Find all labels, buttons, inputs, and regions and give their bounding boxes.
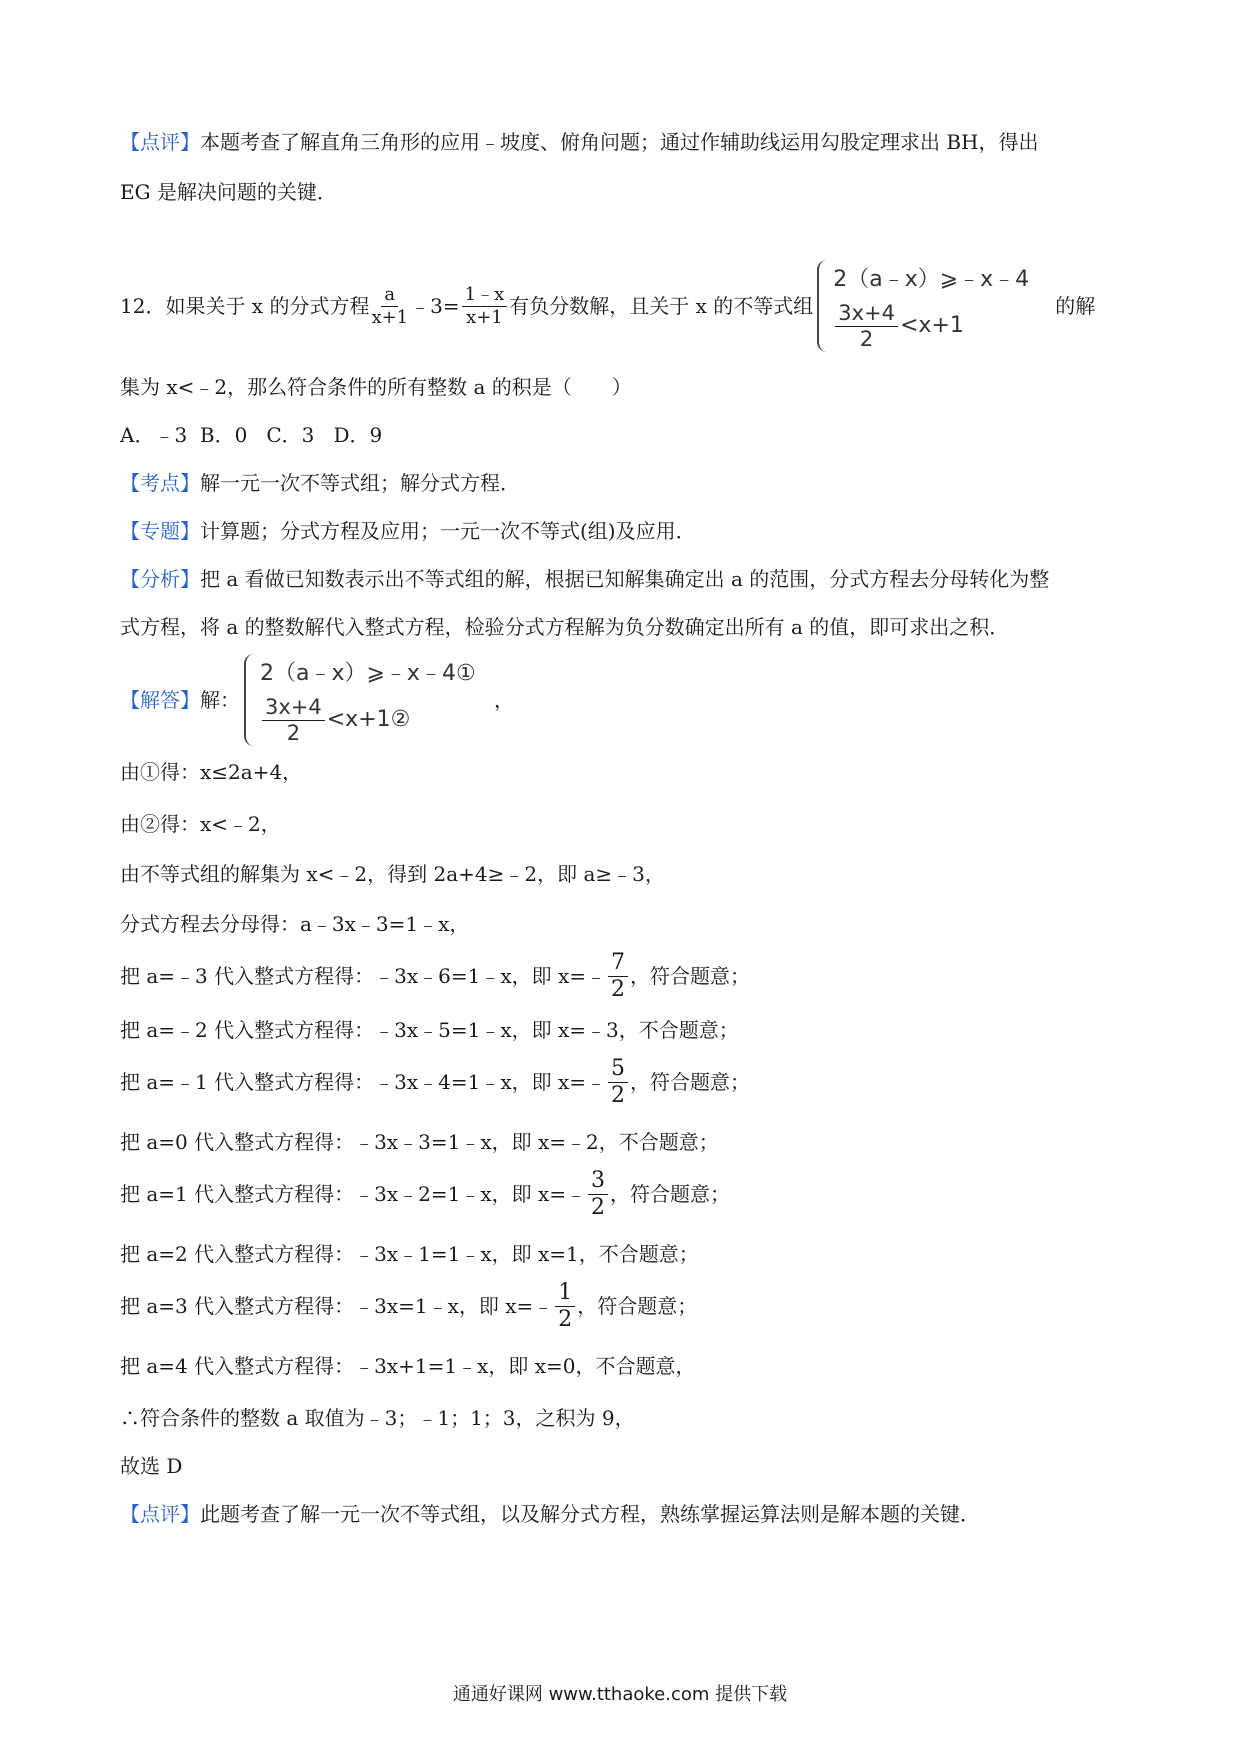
fenxi-line2: 式方程，将 a 的整数解代入整式方程，检验分式方程解为负分数确定出所有 a 的值，即可求出之积． [120,615,1010,639]
question-options: A．﹣3 B．0 C．3 D．9 [120,423,383,447]
step-14: 故选 D [120,1454,183,1478]
sys-frac-denominator: 2 [859,326,874,351]
step-11-fraction [555,1279,575,1332]
sys-row-1: 2（a﹣x）⩾﹣x﹣4 [833,267,1030,292]
top-review-line2 [120,178,337,206]
top-review-line1 [120,128,1039,156]
step-12: 把 a=4 代入整式方程得：﹣3x+1=1﹣x，即 x=0，不合题意， [120,1354,696,1378]
jieda-row2-rest: <x+1② [326,707,411,732]
step-6: 把 a=﹣2 代入整式方程得：﹣3x﹣5=1﹣x，即 x=﹣3，不合题意； [120,1018,739,1042]
jieda-frac-denominator: 2 [286,720,301,745]
question-line2: 集为 x<﹣2，那么符合条件的所有整数 a 的积是（ ） [120,375,632,399]
step-8: 把 a=0 代入整式方程得：﹣3x﹣3=1﹣x，即 x=﹣2，不合题意； [120,1130,719,1154]
step-9-fraction [588,1167,608,1220]
question-tail: 的解 [1055,294,1096,318]
step-5-fraction [608,949,628,1002]
sys-frac-numerator: 3x+4 [835,303,898,327]
step-11-pre: 把 a=3 代入整式方程得：﹣3x=1﹣x，即 x=﹣ [120,1294,554,1318]
review-tag: 【点评】 [120,130,200,154]
question-inequality-system [817,260,1043,352]
brace-icon [817,260,831,352]
fenxi-text1: 把 a 看做已知数表示出不等式组的解，根据已知解集确定出 a 的范围，分式方程去分母转化为整 [200,567,1050,591]
jieda-frac-numerator: 3x+4 [262,697,325,721]
step-3: 由不等式组的解集为 x<﹣2，得到 2a+4≥﹣2，即 a≥﹣3， [120,862,665,886]
frac2-numerator: 1﹣x [462,286,508,307]
step-11 [120,1276,697,1336]
step-11-den: 2 [558,1306,573,1332]
step-11-post: ，符合题意； [577,1294,698,1318]
frac1-numerator: a [381,286,398,307]
frac1-denominator: x+1 [371,306,409,328]
question-after: 有负分数解，且关于 x 的不等式组 [509,294,814,318]
jieda-inequality-system [244,654,492,746]
question-12 [120,256,1095,356]
step-9-post: ，符合题意； [610,1182,731,1206]
bottom-review-text: 此题考查了解一元一次不等式组，以及解分式方程，熟练掌握运算法则是解本题的关键． [200,1502,980,1526]
step-5-pre: 把 a=﹣3 代入整式方程得：﹣3x﹣6=1﹣x，即 x=﹣ [120,964,607,988]
step-9 [120,1164,730,1224]
bottom-review-line [120,1500,980,1528]
step-5-post: ，符合题意； [630,964,751,988]
fenxi-tag: 【分析】 [120,567,200,591]
top-review-text2: EG 是解决问题的关键． [120,180,337,204]
kaodian-line [120,469,520,497]
step-5-num: 7 [608,952,628,977]
step-9-pre: 把 a=1 代入整式方程得：﹣3x﹣2=1﹣x，即 x=﹣ [120,1182,587,1206]
step-9-num: 3 [588,1170,608,1195]
sys-fraction [835,300,898,351]
sys-row-2 [833,300,1043,352]
footer-credit: 通通好课网 www.tthaoke.com 提供下载 [452,1684,788,1705]
question-fraction-1 [371,283,409,328]
jieda-sys-fraction [262,694,325,745]
jieda-comma: ， [494,688,514,712]
step-1: 由①得：x≤2a+4， [120,760,303,784]
step-5 [120,946,750,1006]
step-10: 把 a=2 代入整式方程得：﹣3x﹣1=1﹣x，即 x=1，不合题意； [120,1242,699,1266]
step-7-pre: 把 a=﹣1 代入整式方程得：﹣3x﹣4=1﹣x，即 x=﹣ [120,1070,607,1094]
step-7-fraction [608,1055,628,1108]
zhuanti-line [120,517,696,545]
frac2-denominator: x+1 [466,306,503,328]
jieda-line [120,654,514,746]
step-7-den: 2 [611,1082,626,1108]
jieda-sys-row-2 [260,694,492,746]
zhuanti-text: 计算题；分式方程及应用；一元一次不等式(组)及应用． [200,519,696,543]
jieda-intro: 解： [200,688,240,712]
step-7 [120,1052,750,1112]
step-4: 分式方程去分母得：a﹣3x﹣3=1﹣x， [120,912,470,936]
bottom-review-tag: 【点评】 [120,1502,200,1526]
kaodian-text: 解一元一次不等式组；解分式方程． [200,471,520,495]
step-2: 由②得：x<﹣2， [120,812,281,836]
jieda-tag: 【解答】 [120,688,200,712]
step-7-post: ，符合题意； [630,1070,751,1094]
kaodian-tag: 【考点】 [120,471,200,495]
zhuanti-tag: 【专题】 [120,519,200,543]
step-13: ∴符合条件的整数 a 取值为﹣3；﹣1；1；3，之积为 9， [120,1406,635,1430]
step-11-num: 1 [555,1282,575,1307]
sys-row2-rest: <x+1 [899,313,964,338]
step-9-den: 2 [591,1194,606,1220]
question-fraction-2 [462,283,508,328]
top-review-text1: 本题考查了解直角三角形的应用﹣坡度、俯角问题；通过作辅助线运用勾股定理求出 BH，得出 [200,130,1039,154]
question-prefix: 12．如果关于 x 的分式方程 [120,294,370,318]
brace-icon [244,654,258,746]
step-5-den: 2 [611,976,626,1002]
jieda-sys-row-1: 2（a﹣x）⩾﹣x﹣4① [260,661,476,686]
fenxi-line1 [120,565,1049,593]
step-7-num: 5 [608,1058,628,1083]
question-mid: ﹣3= [410,294,460,318]
